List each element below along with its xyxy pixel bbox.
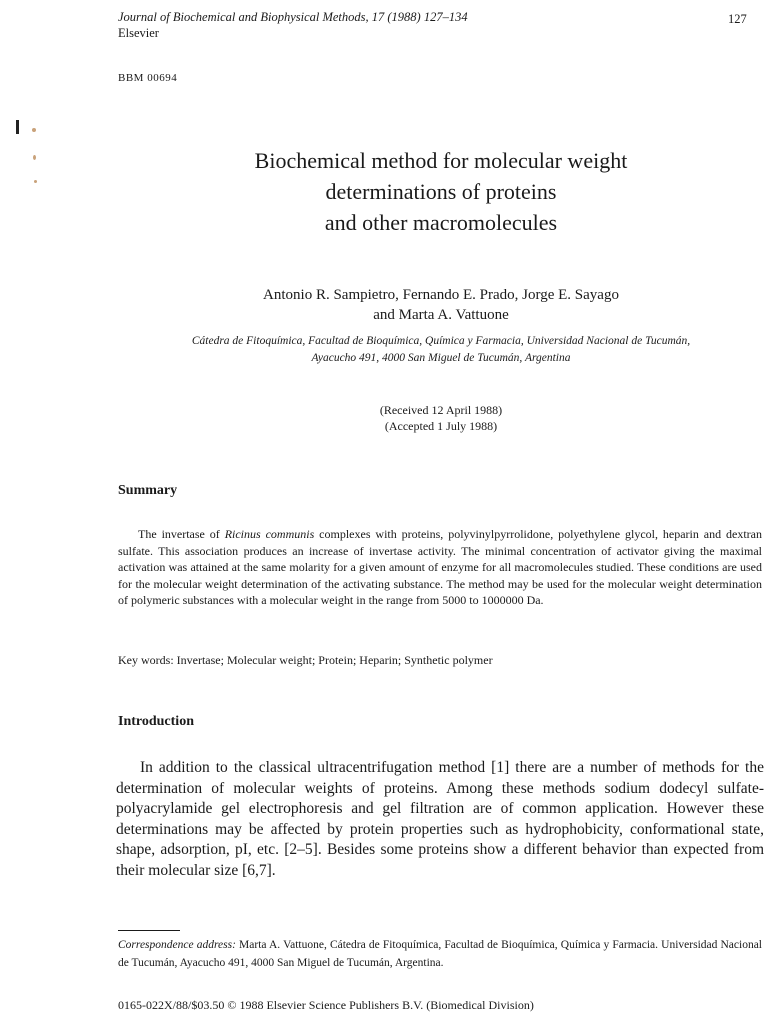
summary-paragraph — [118, 526, 762, 609]
author-line: and Marta A. Vattuone — [373, 307, 509, 323]
scan-mark — [16, 120, 19, 134]
page-number: 127 — [728, 12, 747, 26]
article-dates — [118, 402, 764, 434]
affiliation-line: Cátedra de Fitoquímica, Facultad de Bioquímica, Química y Farmacia, Universidad Nacional de Tucumán, — [191, 335, 691, 347]
scan-speck — [33, 155, 36, 160]
species-name: Ricinus communis — [224, 527, 315, 541]
received-date: (Received 12 April 1988) — [379, 403, 503, 417]
correspondence-footnote — [118, 936, 762, 972]
affiliation — [118, 333, 764, 367]
footnote-text: Marta A. Vattuone, Cátedra de Fitoquímica, Facultad de Bioquímica, Química y Farmacia. Universidad Nacional de Tucumán, Ayacucho 491, 4000 San Miguel de Tucumán, Argentina. — [118, 939, 762, 969]
publisher-name: Elsevier — [118, 26, 159, 40]
article-id: BBM 00694 — [118, 72, 178, 84]
affiliation-line: Ayacucho 491, 4000 San Miguel de Tucumán, Argentina — [311, 352, 571, 364]
summary-text-rest: complexes with proteins, polyvinylpyrrolidone, polyethylene glycol, heparin and dextran sulfate. This association produces an increase of invertase activity. The minimal concentration of activator giving the maximal activation was attained at the same molarity for a given amount of enzyme for all macromolecules studied. These conditions are used for the molecular weight determination of the activating substance. The method may be used for the molecular weight determination of polymeric substances with a molecular weight in the range from 5000 to 1000000 Da. — [118, 527, 762, 607]
summary-heading: Summary — [118, 483, 178, 498]
title-line: and other macromolecules — [324, 210, 558, 235]
author-line: Antonio R. Sampietro, Fernando E. Prado, Jorge E. Sayago — [263, 287, 619, 303]
footnote-label: Correspondence address: — [118, 939, 236, 951]
scan-speck — [32, 128, 36, 132]
footnote-divider — [118, 930, 180, 931]
title-line: determinations of proteins — [325, 179, 557, 204]
copyright-line: 0165-022X/88/$03.50 © 1988 Elsevier Science Publishers B.V. (Biomedical Division) — [118, 998, 534, 1012]
title-line: Biochemical method for molecular weight — [254, 148, 628, 173]
journal-citation: Journal of Biochemical and Biophysical Methods, 17 (1988) 127–134 — [118, 10, 468, 24]
introduction-paragraph: In addition to the classical ultracentrifugation method [1] there are a number of methods for the determination of molecular weights of proteins. Among these methods sodium dodecyl sulfate-polyacrylamide gel electrophoresis and gel filtration are of common application. However these determinations may be affected by protein properties such as hydrophobicity, conformational state, shape, adsorption, pI, etc. [2–5]. Besides some proteins show a different behavior than expected from their molecular size [6,7]. — [116, 759, 764, 879]
accepted-date: (Accepted 1 July 1988) — [384, 419, 498, 433]
introduction-heading: Introduction — [118, 714, 194, 729]
summary-text-start: The invertase of — [138, 527, 225, 541]
article-title — [118, 145, 764, 238]
scan-speck — [34, 180, 37, 183]
keywords: Key words: Invertase; Molecular weight; Protein; Heparin; Synthetic polymer — [118, 653, 493, 667]
author-list — [118, 285, 764, 325]
